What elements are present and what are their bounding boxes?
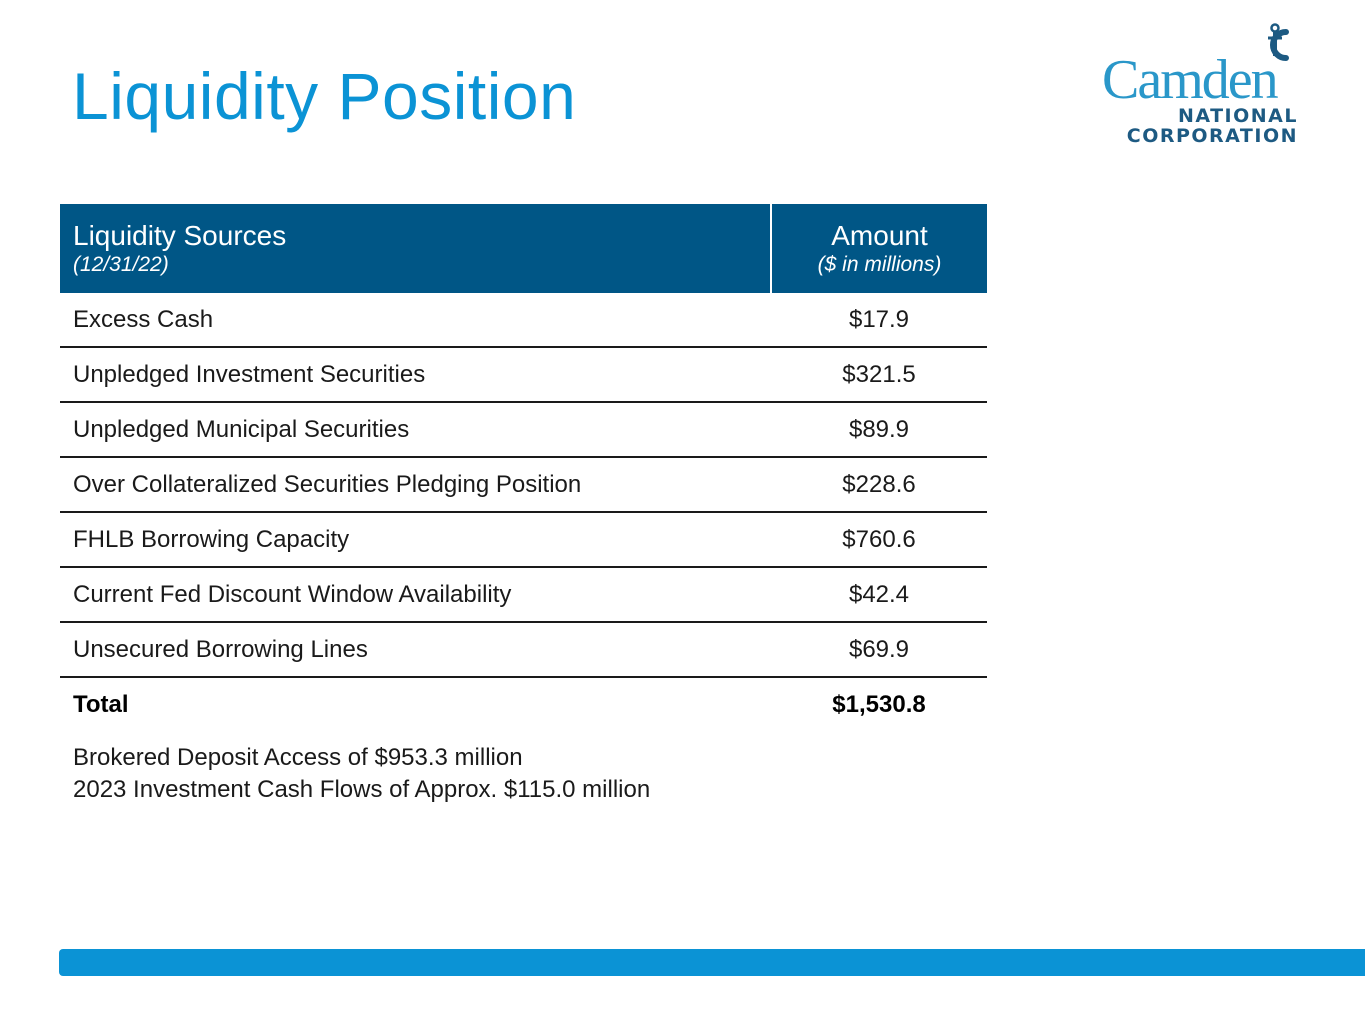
- table-row: [60, 622, 987, 677]
- row-amount: $17.9: [771, 293, 987, 347]
- footer-accent-bar: [59, 949, 1365, 976]
- logo-wordmark: Camden: [1102, 49, 1277, 111]
- total-amount: $1,530.8: [832, 690, 926, 718]
- row-source: Over Collateralized Securities Pledging Position: [60, 457, 771, 512]
- table-row: [60, 567, 987, 622]
- row-amount: $89.9: [771, 402, 987, 457]
- table-row: [60, 347, 987, 402]
- row-source: Unsecured Borrowing Lines: [60, 622, 771, 677]
- header-source-label: Liquidity Sources: [73, 219, 287, 251]
- header-liquidity-sources: [60, 204, 771, 293]
- row-amount: $760.6: [771, 512, 987, 567]
- table-total-row: [60, 677, 987, 731]
- header-amount: [771, 204, 987, 293]
- table-row: [60, 402, 987, 457]
- row-amount: $228.6: [771, 457, 987, 512]
- note-investment-cash-flows: 2023 Investment Cash Flows of Approx. $115.0 million: [73, 776, 651, 803]
- row-source: Unpledged Municipal Securities: [60, 402, 771, 457]
- header-amount-label: Amount: [831, 219, 928, 251]
- page-title: Liquidity Position: [72, 59, 577, 133]
- row-source: FHLB Borrowing Capacity: [60, 512, 771, 567]
- table-header-row: [60, 204, 987, 293]
- header-source-date: (12/31/22): [73, 252, 169, 276]
- total-label: Total: [73, 690, 129, 718]
- row-amount: $42.4: [771, 567, 987, 622]
- table-row: [60, 293, 987, 347]
- note-brokered-deposit: Brokered Deposit Access of $953.3 million: [73, 744, 523, 771]
- row-source: Excess Cash: [60, 293, 771, 347]
- row-source: Current Fed Discount Window Availability: [60, 567, 771, 622]
- header-amount-unit: ($ in millions): [817, 252, 942, 276]
- row-amount: $321.5: [771, 347, 987, 402]
- company-logo: [1100, 22, 1300, 148]
- logo-line-national: NATIONAL: [1177, 105, 1298, 127]
- liquidity-table: [60, 204, 987, 731]
- footnotes: [73, 742, 650, 806]
- table-row: [60, 512, 987, 567]
- row-source: Unpledged Investment Securities: [60, 347, 771, 402]
- logo-line-corporation: CORPORATION: [1126, 125, 1298, 147]
- table-row: [60, 457, 987, 512]
- row-amount: $69.9: [771, 622, 987, 677]
